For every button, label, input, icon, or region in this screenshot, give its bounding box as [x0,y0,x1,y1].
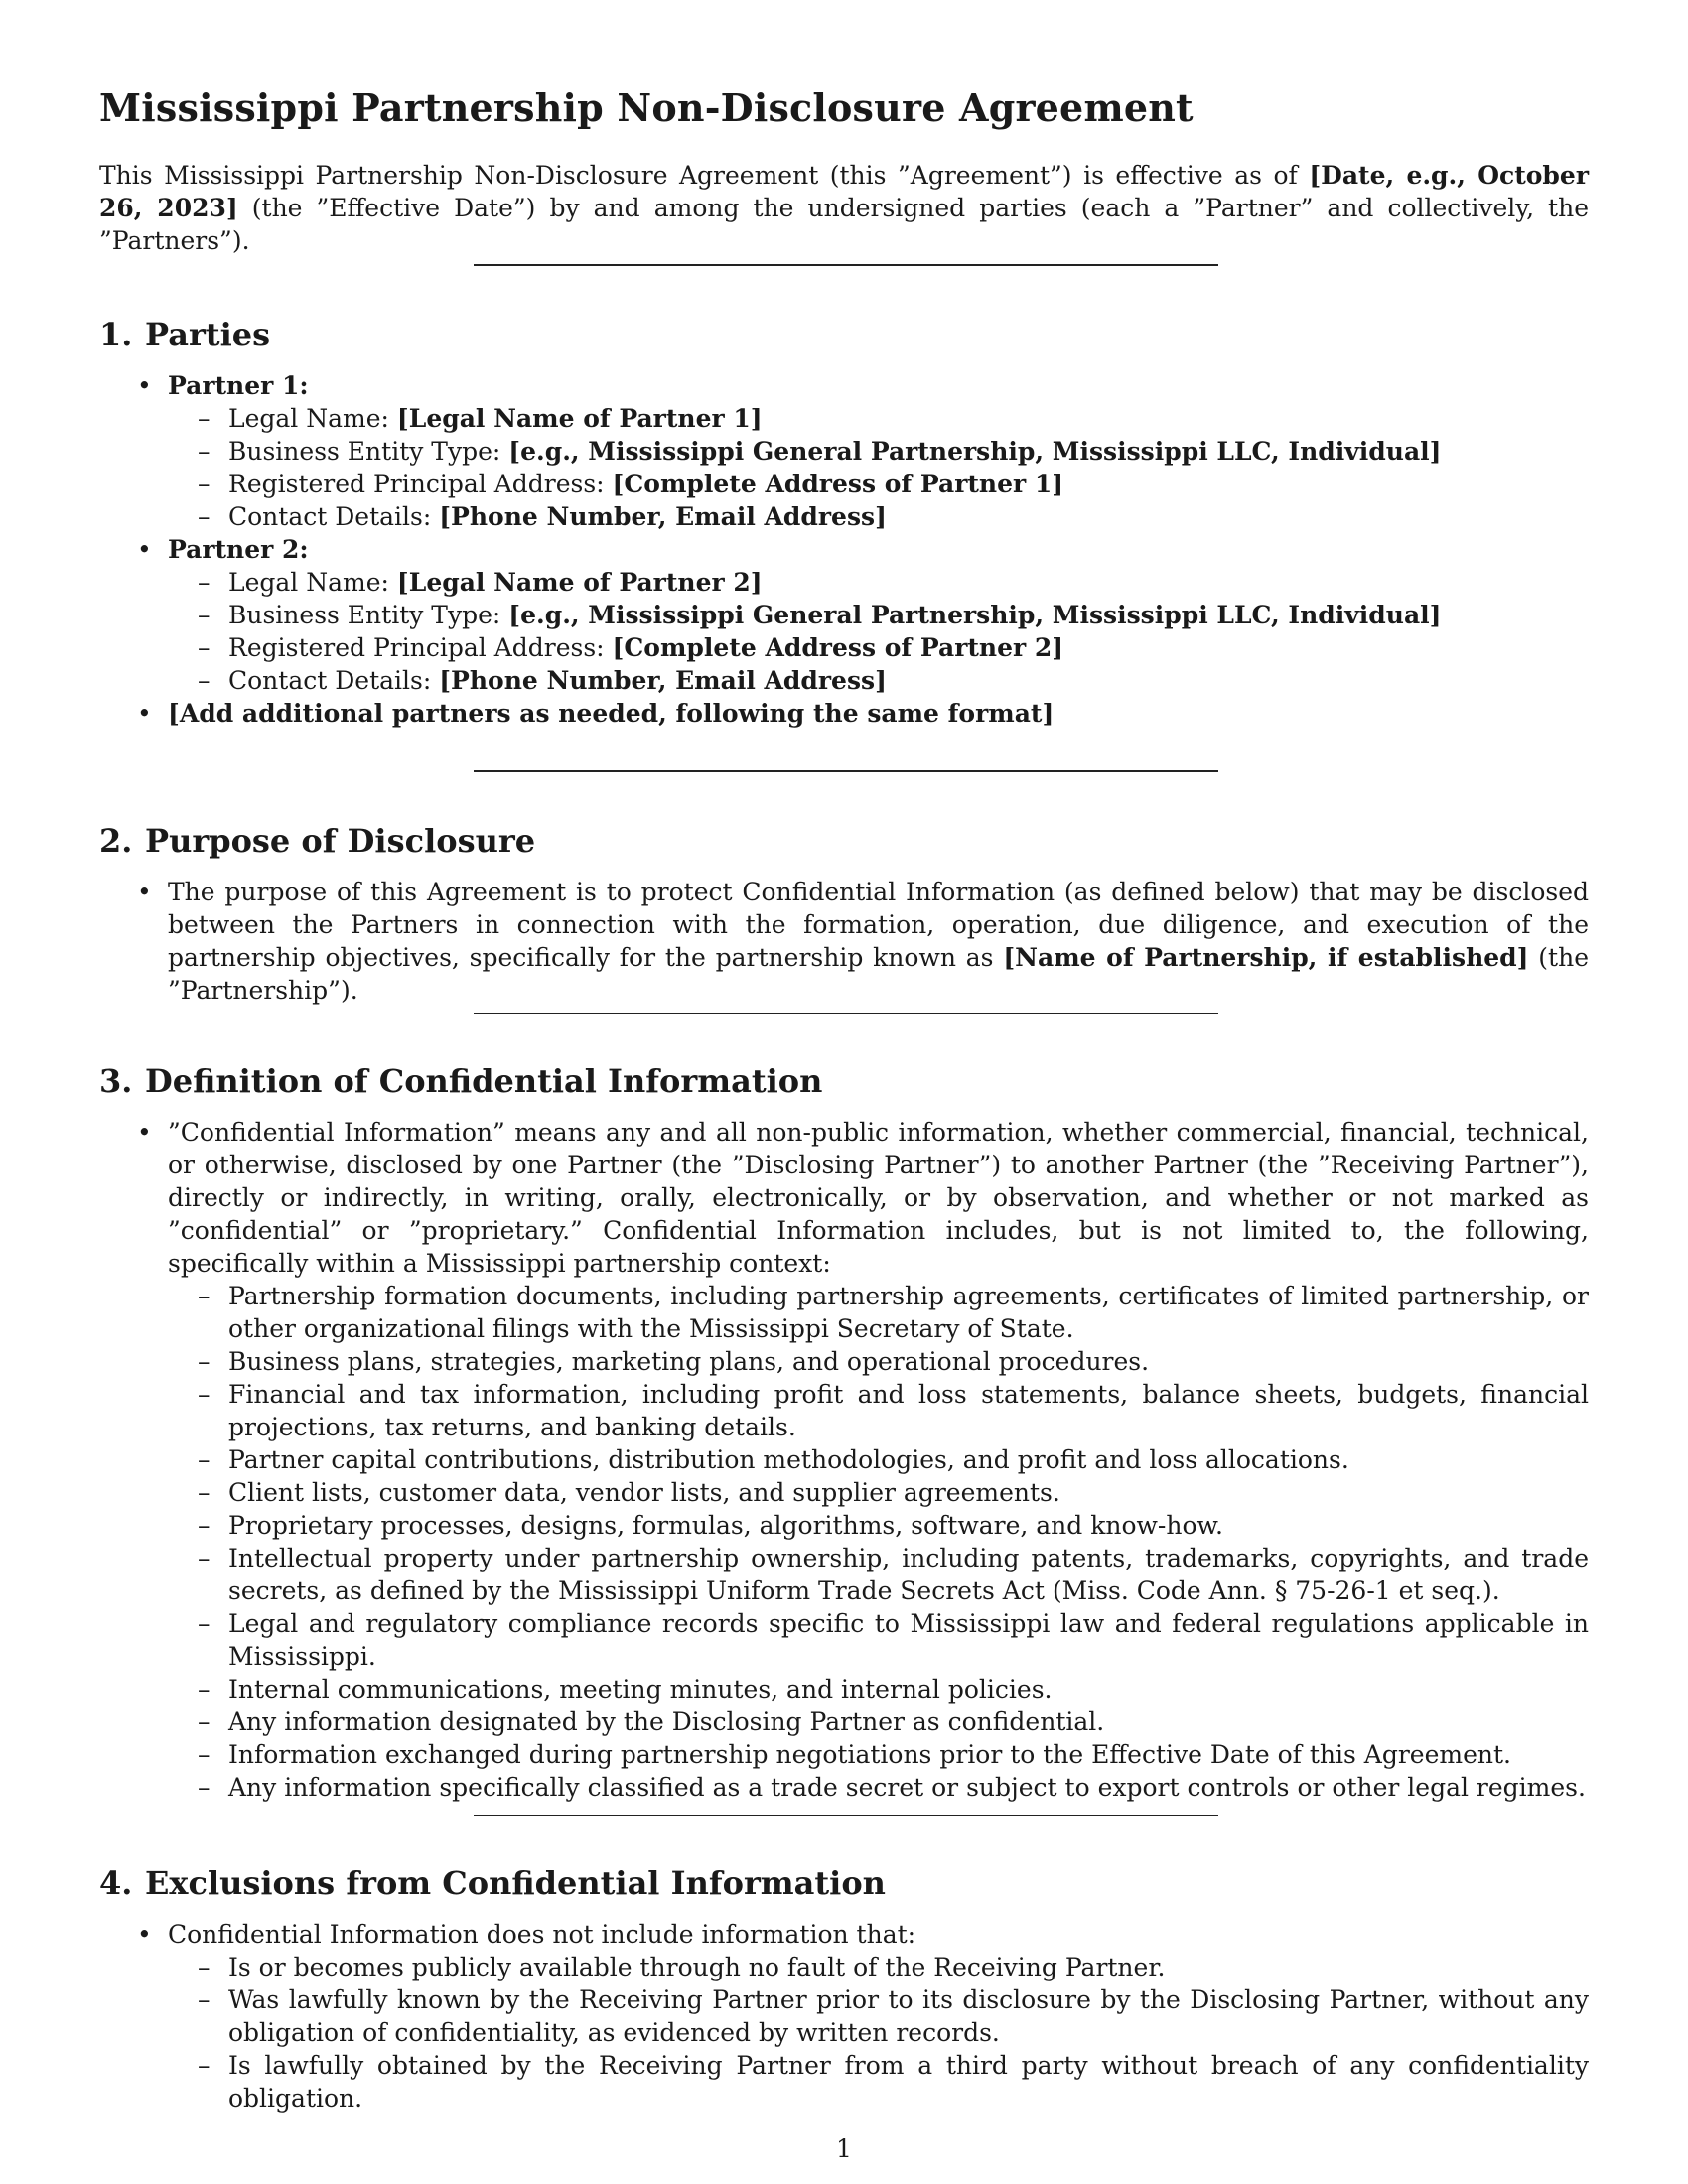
section-divider [474,770,1218,772]
list-item: – Information exchanged during partnership negotiations prior to the Effective Date of this Agreement. [168,1738,1589,1771]
section-number: 1. [99,316,133,353]
partner-1-label: Partner 1: [168,371,309,400]
list-item [99,369,1589,533]
list-item: – Internal communications, meeting minutes, and internal policies. [168,1673,1589,1706]
section-divider [474,264,1218,266]
list-item: – Was lawfully known by the Receiving Partner prior to its disclosure by the Disclosing Partner, without any obligation of confidentiality, as evidenced by written records. [168,1983,1589,2049]
definition-list [99,1116,1589,1804]
list-item [99,1918,1589,2115]
section-1-heading [99,316,270,353]
list-item [168,435,1589,468]
section-title: Exclusions from Confidential Information [145,1864,886,1902]
list-item: – Financial and tax information, including profit and loss statements, balance sheets, budgets, financial projections, tax returns, and banking details. [168,1378,1589,1443]
exclusions-list [99,1918,1589,2115]
field-placeholder: [Phone Number, Email Address] [439,666,887,695]
list-item [99,697,1589,730]
page-number: 1 [836,2134,852,2163]
intro-paragraph [99,159,1589,257]
list-item [99,1116,1589,1804]
field-label: Business Entity Type: [228,601,509,629]
list-item: – Client lists, customer data, vendor lists, and supplier agreements. [168,1476,1589,1509]
list-item: – Is or becomes publicly available through no fault of the Receiving Partner. [168,1951,1589,1983]
purpose-text-end: (the ”Partnership”). [168,943,1589,1005]
field-label: Contact Details: [228,666,440,695]
intro-text: This Mississippi Partnership Non-Disclosure Agreement (this ”Agreement”) is effective as of [99,161,1310,190]
field-placeholder: [Legal Name of Partner 2] [396,568,763,597]
partner-2-details [168,566,1589,697]
list-item: – Legal and regulatory compliance records specific to Mississippi law and federal regulations applicable in Mississippi. [168,1607,1589,1673]
list-item: – Partnership formation documents, including partnership agreements, certificates of limited partnership, or other organizational filings with the Mississippi Secretary of State. [168,1280,1589,1345]
list-item: – Partner capital contributions, distribution methodologies, and profit and loss allocations. [168,1443,1589,1476]
section-2-heading [99,822,535,860]
field-placeholder: [Complete Address of Partner 1] [612,470,1064,498]
list-item: – Proprietary processes, designs, formulas, algorithms, software, and know-how. [168,1509,1589,1542]
list-item [168,599,1589,631]
section-divider [474,1815,1218,1816]
list-item [168,402,1589,435]
section-title: Purpose of Disclosure [145,822,536,860]
field-placeholder: [Legal Name of Partner 1] [396,404,763,433]
definition-paragraph: • ”Confidential Information” means any and all non-public information, whether commercial, financial, technical, or otherwise, disclosed by one Partner (the ”Disclosing Partner”) to another Partner (the ”Receiving Partner”), directly or indirectly, in writing, orally, electronically, or by observation, and whether or not marked as ”confidential” or ”proprietary.” Confidential Information includes, but is not limited to, the following, specifically within a Mississippi partnership context: [168,1118,1589,1278]
list-item [168,500,1589,533]
field-placeholder: [e.g., Mississippi General Partnership, Mississippi LLC, Individual] [508,437,1442,466]
section-number: 3. [99,1062,133,1100]
field-label: Legal Name: [228,404,397,433]
intro-text-end: (the ”Effective Date”) by and among the undersigned parties (each a ”Partner” and collectively, the ”Partners”). [99,194,1589,255]
field-placeholder: [e.g., Mississippi General Partnership, Mississippi LLC, Individual] [508,601,1442,629]
list-item [168,664,1589,697]
purpose-text: The purpose of this Agreement is to protect Confidential Information (as defined below) that may be disclosed between the Partners in connection with the formation, operation, due diligence, and execution of the partnership objectives, specifically for the partnership known as [168,878,1589,972]
section-title: Parties [145,316,271,353]
section-number: 2. [99,822,133,860]
field-placeholder: [Phone Number, Email Address] [439,502,887,531]
list-item [99,533,1589,697]
exclusion-items-list [168,1951,1589,2115]
field-placeholder: [Complete Address of Partner 2] [612,633,1064,662]
field-label: Contact Details: [228,502,440,531]
list-item: – Any information specifically classified as a trade secret or subject to export controls or other legal regimes. [168,1771,1589,1804]
list-item: – Business plans, strategies, marketing plans, and operational procedures. [168,1345,1589,1378]
confidential-items-list [168,1280,1589,1804]
section-divider [474,1013,1218,1014]
partner-1-details [168,402,1589,533]
field-label: Registered Principal Address: [228,470,613,498]
purpose-list [99,876,1589,1007]
section-3-heading [99,1062,822,1100]
document-title: Mississippi Partnership Non-Disclosure Agreement [99,85,1194,130]
list-item: – Is lawfully obtained by the Receiving Partner from a third party without breach of any confidentiality obligation. [168,2049,1589,2115]
section-number: 4. [99,1864,133,1902]
partner-2-label: Partner 2: [168,535,309,564]
section-4-heading [99,1864,886,1902]
partnership-name-placeholder: [Name of Partnership, if established] [1003,943,1529,972]
parties-list [99,369,1589,730]
exclusions-intro: • Confidential Information does not include information that: [168,1920,916,1949]
list-item: – Any information designated by the Disclosing Partner as confidential. [168,1706,1589,1738]
list-item [168,566,1589,599]
additional-partners-note: [Add additional partners as needed, following the same format] [168,699,1055,728]
field-label: Registered Principal Address: [228,633,613,662]
list-item [168,468,1589,500]
section-title: Definition of Confidential Information [145,1062,823,1100]
field-label: Business Entity Type: [228,437,509,466]
list-item [99,876,1589,1007]
list-item [168,631,1589,664]
effective-date-placeholder: [Date, e.g., October 26, 2023] [99,161,1589,222]
list-item: – Intellectual property under partnership ownership, including patents, trademarks, copyrights, and trade secrets, as defined by the Mississippi Uniform Trade Secrets Act (Miss. Code Ann. § 75-26-1 et seq.). [168,1542,1589,1607]
field-label: Legal Name: [228,568,397,597]
